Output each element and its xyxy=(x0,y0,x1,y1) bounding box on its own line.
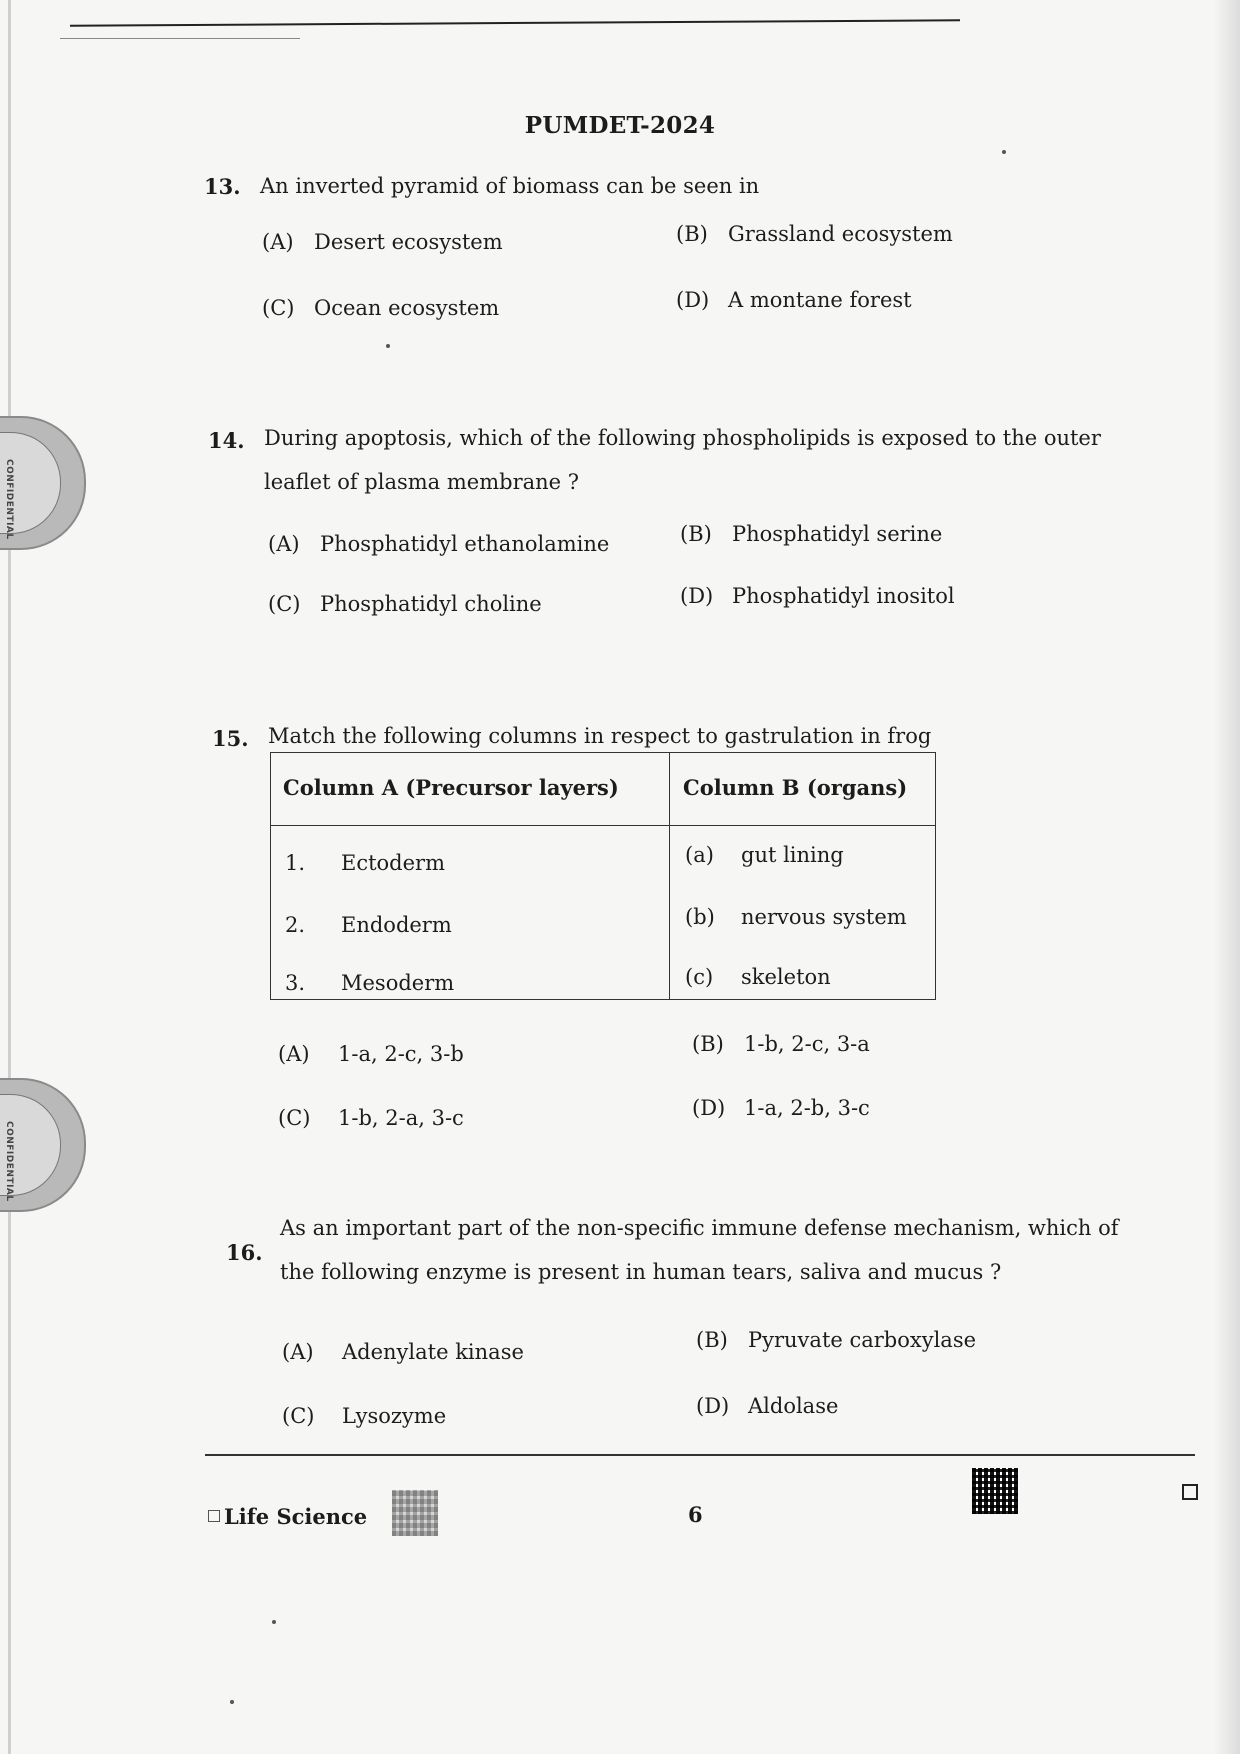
page-number: 6 xyxy=(688,1502,703,1527)
option-c[interactable]: (C) Phosphatidyl choline xyxy=(268,592,542,616)
page-shadow xyxy=(1214,0,1240,1754)
option-d[interactable]: (D) 1-a, 2-b, 3-c xyxy=(692,1096,870,1120)
question-number: 14. xyxy=(208,428,245,453)
column-divider xyxy=(669,753,670,999)
stamp-label: CONFIDENTIAL xyxy=(4,459,14,540)
question-text-line2: the following enzyme is present in human tears, saliva and mucus ? xyxy=(280,1260,1002,1284)
footer-rule xyxy=(205,1454,1195,1456)
option-d[interactable]: (D) Aldolase xyxy=(696,1394,839,1418)
match-table xyxy=(270,752,936,1000)
option-b[interactable]: (B) Pyruvate carboxylase xyxy=(696,1328,977,1352)
option-b[interactable]: (B) Phosphatidyl serine xyxy=(680,522,943,546)
top-rule-short xyxy=(60,38,300,39)
top-rule xyxy=(70,19,960,26)
table-row: (a) gut lining xyxy=(685,843,844,867)
table-row: (b) nervous system xyxy=(685,905,907,929)
option-a[interactable]: (A) 1-a, 2-c, 3-b xyxy=(278,1042,464,1066)
option-b[interactable]: (B) Grassland ecosystem xyxy=(676,222,953,246)
option-b[interactable]: (B) 1-b, 2-c, 3-a xyxy=(692,1032,870,1056)
option-c[interactable]: (C) Ocean ecosystem xyxy=(262,296,500,320)
question-text-line1: As an important part of the non-specific immune defense mechanism, which of xyxy=(280,1216,1119,1240)
table-row: (c) skeleton xyxy=(685,965,831,989)
option-d[interactable]: (D) A montane forest xyxy=(676,288,912,312)
table-row: 1. Ectoderm xyxy=(285,851,445,875)
stamp-label: CONFIDENTIAL xyxy=(4,1121,14,1202)
exam-title: PUMDET-2024 xyxy=(524,112,716,139)
column-a-header: Column A (Precursor layers) xyxy=(283,775,619,800)
scan-speck xyxy=(386,344,390,348)
qr-code-icon xyxy=(972,1468,1018,1514)
option-a[interactable]: (A) Phosphatidyl ethanolamine xyxy=(268,532,610,556)
option-c[interactable]: (C) Lysozyme xyxy=(282,1404,447,1428)
square-marker-icon xyxy=(1182,1484,1198,1500)
option-d[interactable]: (D) Phosphatidyl inositol xyxy=(680,584,955,608)
confidential-stamp-icon xyxy=(0,1078,86,1212)
option-a[interactable]: (A) Adenylate kinase xyxy=(282,1340,524,1364)
page-edge xyxy=(8,0,11,1754)
question-number: 15. xyxy=(212,726,249,751)
question-number: 13. xyxy=(204,174,241,199)
square-marker-icon xyxy=(208,1510,220,1522)
question-text: An inverted pyramid of biomass can be seen in xyxy=(260,174,760,198)
footer-subject: Life Science xyxy=(208,1504,367,1529)
option-c[interactable]: (C) 1-b, 2-a, 3-c xyxy=(278,1106,464,1130)
column-b-header: Column B (organs) xyxy=(683,775,908,800)
question-number: 16. xyxy=(226,1240,263,1265)
confidential-stamp-icon xyxy=(0,416,86,550)
option-a[interactable]: (A) Desert ecosystem xyxy=(262,230,503,254)
scan-speck xyxy=(230,1700,234,1704)
table-row: 3. Mesoderm xyxy=(285,971,455,995)
scan-speck xyxy=(272,1620,276,1624)
table-row: 2. Endoderm xyxy=(285,913,452,937)
qr-code-icon xyxy=(392,1490,438,1536)
question-text-line1: During apoptosis, which of the following phospholipids is exposed to the outer xyxy=(264,426,1101,450)
question-text-line2: leaflet of plasma membrane ? xyxy=(264,470,580,494)
question-text: Match the following columns in respect to gastrulation in frog xyxy=(268,724,932,748)
scan-speck xyxy=(1002,150,1006,154)
